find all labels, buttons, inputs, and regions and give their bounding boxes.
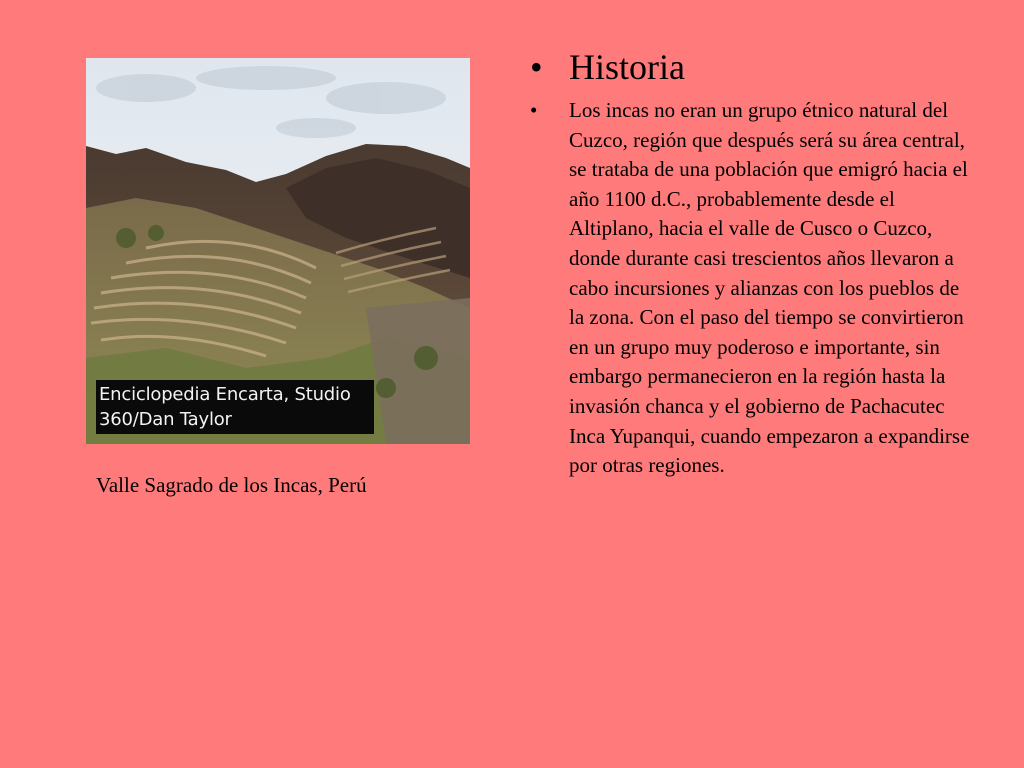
photo-credit: Enciclopedia Encarta, Studio 360/Dan Taylor xyxy=(96,380,374,434)
heading-item xyxy=(530,42,970,92)
bullet-icon: • xyxy=(530,47,543,87)
valley-photo xyxy=(86,58,470,444)
content-list xyxy=(530,42,970,481)
section-heading: Historia xyxy=(569,47,685,87)
bullet-icon: • xyxy=(530,98,538,122)
paragraph-item xyxy=(530,96,970,481)
photo-caption: Valle Sagrado de los Incas, Perú xyxy=(96,473,367,497)
history-paragraph: Los incas no eran un grupo étnico natural del Cuzco, región que después será su área central, se trataba de una población que emigró hacia el año 1100 d.C., probablemente desde el Altiplano, hacia el valle de Cusco o Cuzco, donde durante casi trescientos años llevaron a cabo incursiones y alianzas con los pueblos de la zona. Con el paso del tiempo se convirtieron en un grupo muy poderoso e importante, sin embargo permanecieron en la región hasta la invasión chanca y el gobierno de Pachacutec Inca Yupanqui, cuando empezaron a expandirse por otras regiones. xyxy=(569,98,970,478)
